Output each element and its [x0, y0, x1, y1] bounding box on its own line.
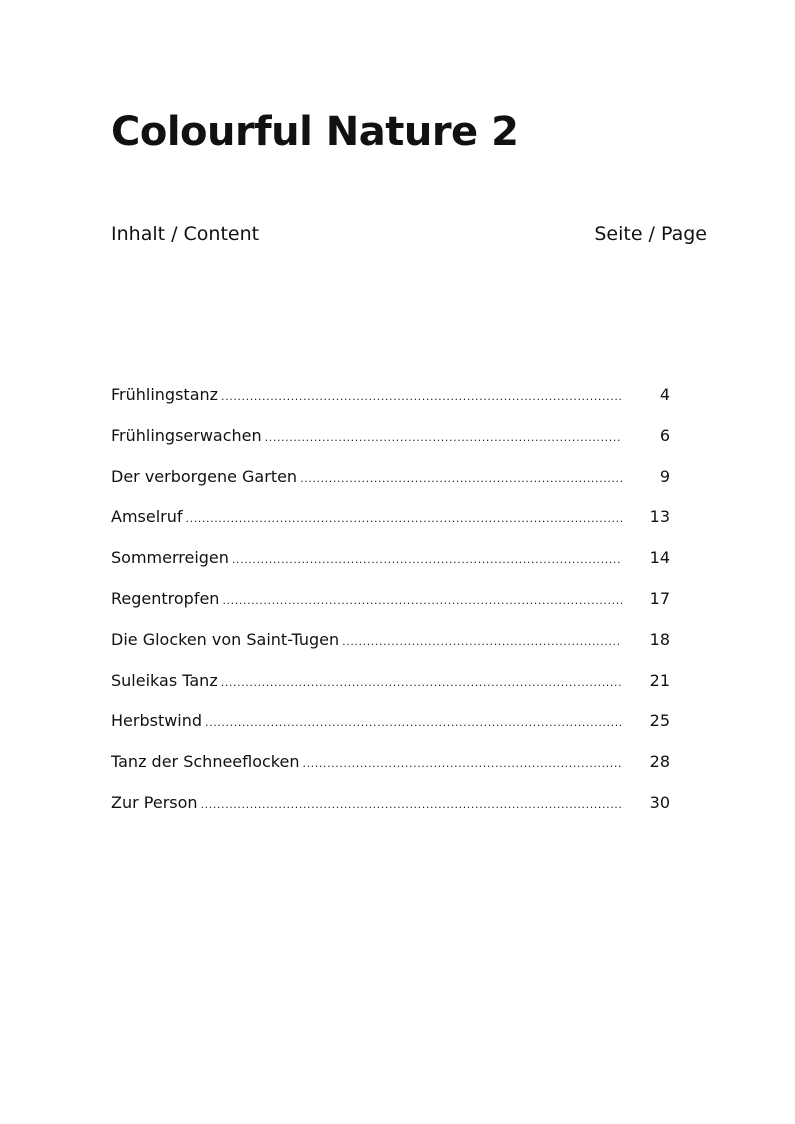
toc-dot-leader [186, 507, 622, 531]
toc-entry[interactable] [111, 791, 670, 832]
toc-entry-page: 25 [649, 711, 670, 731]
toc-entry-page: 6 [659, 425, 670, 445]
toc-entry-title: Der verborgene Garten [111, 466, 298, 486]
toc-entry-title: Amselruf [111, 507, 183, 527]
toc-entry-title: Suleikas Tanz [111, 670, 218, 690]
toc-entry[interactable] [111, 628, 670, 669]
toc-entry-page: 17 [649, 588, 670, 608]
toc-dot-leader [205, 711, 622, 735]
toc-entry[interactable] [111, 709, 670, 750]
toc-entry-page: 9 [659, 466, 670, 486]
toc-entry[interactable] [111, 465, 670, 506]
toc-entry-title: Sommerreigen [111, 548, 229, 568]
toc-entry-title: Zur Person [111, 792, 198, 812]
toc-entry[interactable] [111, 587, 670, 628]
toc-dot-leader [232, 548, 622, 572]
toc-entry[interactable] [111, 424, 670, 465]
toc-entry-page: 21 [649, 670, 670, 690]
toc-entry[interactable] [111, 505, 670, 546]
toc-dot-leader [300, 467, 622, 491]
toc-entry-page: 14 [649, 548, 670, 568]
toc-entry[interactable] [111, 383, 670, 424]
toc-entry-title: Tanz der Schneeflocken [111, 752, 300, 772]
table-of-contents [111, 383, 670, 832]
toc-entry[interactable] [111, 546, 670, 587]
toc-dot-leader [342, 630, 622, 654]
toc-dot-leader [222, 589, 622, 613]
toc-entry-title: Herbstwind [111, 711, 203, 731]
toc-dot-leader [221, 385, 622, 409]
toc-entry-page: 18 [649, 629, 670, 649]
toc-header [111, 220, 707, 248]
toc-header-page: Seite / Page [594, 223, 707, 245]
toc-dot-leader [302, 752, 622, 776]
toc-entry-page: 30 [649, 792, 670, 812]
toc-dot-leader [265, 426, 622, 450]
toc-entry-title: Frühlingstanz [111, 385, 219, 404]
toc-dot-leader [201, 793, 622, 817]
toc-entry-page: 28 [649, 752, 670, 772]
toc-header-content: Inhalt / Content [111, 223, 260, 245]
toc-entry-page: 13 [649, 507, 670, 527]
toc-entry-title: Regentropfen [111, 588, 220, 608]
toc-entry[interactable] [111, 669, 670, 710]
toc-entry-page: 4 [659, 385, 670, 404]
toc-dot-leader [221, 671, 622, 695]
document-title: Colourful Nature 2 [111, 109, 519, 155]
toc-entry-title: Die Glocken von Saint-Tugen [111, 629, 340, 649]
toc-entry-title: Frühlingserwachen [111, 425, 262, 445]
toc-entry[interactable] [111, 750, 670, 791]
